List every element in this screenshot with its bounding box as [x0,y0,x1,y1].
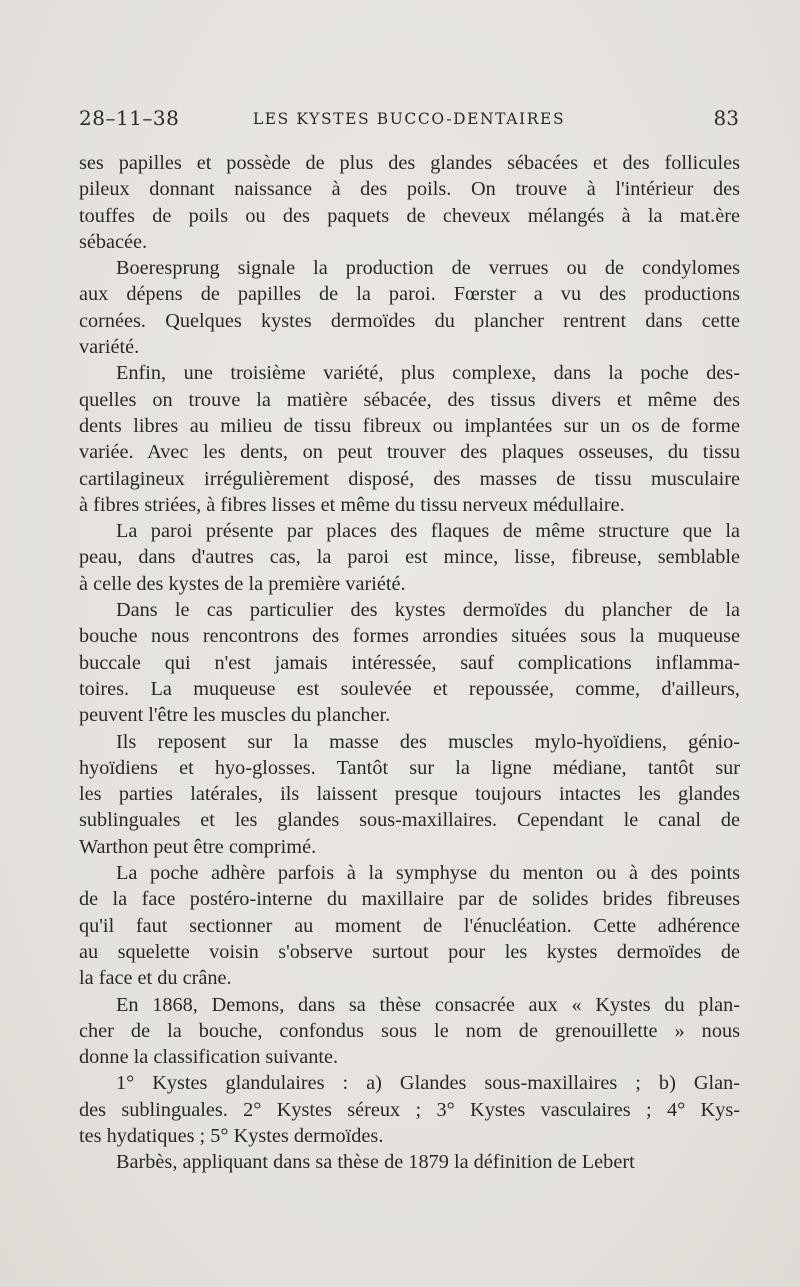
paragraph [79,255,740,360]
text-line: quelles on trouve la matière sébacée, des tissus divers et même des [79,388,740,411]
text-line: La poche adhère parfois à la symphyse du menton ou à des points [116,862,740,885]
text-line: la face et du crâne. [79,967,232,990]
text-line: La paroi présente par places des flaques de même structure que la [116,520,740,543]
text-line: aux dépens de papilles de la paroi. Fœrster a vu des productions [79,283,740,306]
text-line: 1° Kystes glandulaires : a) Glandes sous-maxillaires ; b) Glan- [116,1072,740,1095]
paragraph [79,360,740,518]
paragraph [79,729,740,860]
body-text [79,150,740,1176]
text-line: des sublinguales. 2° Kystes séreux ; 3° Kystes vasculaires ; 4° Kys- [79,1098,740,1121]
text-line: les parties latérales, ils laissent presque toujours intactes les glandes [79,783,740,806]
text-line: cornées. Quelques kystes dermoïdes du plancher rentrent dans cette [79,309,740,332]
text-line: variée. Avec les dents, on peut trouver des plaques osseuses, du tissu [79,441,740,464]
text-line: Warthon peut être comprimé. [79,835,317,858]
text-line: à fibres striées, à fibres lisses et même du tissu nerveux médullaire. [79,493,625,516]
paragraph [79,597,740,728]
text-line: buccale qui n'est jamais intéressée, sauf complications inflamma- [79,651,740,674]
paragraph [79,1149,740,1175]
header-date: 28–11–38 [79,106,180,130]
text-line: Dans le cas particulier des kystes dermoïdes du plancher de la [116,599,740,622]
paragraph [79,992,740,1071]
text-line: Ils reposent sur la masse des muscles mylo-hyoïdiens, génio- [116,730,740,753]
text-line: bouche nous rencontrons des formes arrondies situées sous la muqueuse [79,625,740,648]
text-line: dents libres au milieu de tissu fibreux ou implantées sur un os de forme [79,414,740,437]
running-title: LES KYSTES BUCCO-DENTAIRES [252,110,566,128]
text-line: de la face postéro-interne du maxillaire par de solides brides fibreuses [79,888,740,911]
text-line: Boeresprung signale la production de verrues ou de condylomes [116,257,740,280]
text-line: tes hydatiques ; 5° Kystes dermoïdes. [79,1124,384,1147]
text-line: peau, dans d'autres cas, la paroi est mince, lisse, fibreuse, semblable [79,546,740,569]
text-line: peuvent l'être les muscles du plancher. [79,704,391,727]
paragraph [79,1070,740,1149]
paragraph [79,518,740,597]
text-line: hyoïdiens et hyo-glosses. Tantôt sur la ligne médiane, tantôt sur [79,756,740,779]
text-line: touffes de poils ou des paquets de cheveux mélangés à la mat.ère [79,204,740,227]
text-line: qu'il faut sectionner au moment de l'énucléation. Cette adhérence [79,914,740,937]
page-header [79,106,739,136]
text-line: à celle des kystes de la première variété. [79,572,406,595]
text-line: pileux donnant naissance à des poils. On trouve à l'intérieur des [79,178,740,201]
text-line: donne la classification suivante. [79,1046,339,1069]
text-line: En 1868, Demons, dans sa thèse consacrée aux « Kystes du plan- [116,993,740,1016]
text-line: sublinguales et les glandes sous-maxillaires. Cependant le canal de [79,809,740,832]
text-line: Enfin, une troisième variété, plus complexe, dans la poche des- [116,362,740,385]
text-line: cartilagineux irrégulièrement disposé, des masses de tissu musculaire [79,467,740,490]
text-line: sébacée. [79,230,148,253]
text-line: cher de la bouche, confondus sous le nom de grenouillette » nous [79,1019,740,1042]
paragraph [79,860,740,991]
text-line: variété. [79,336,140,359]
paragraph [79,150,740,255]
text-line: au squelette voisin s'observe surtout pour les kystes dermoïdes de [79,940,740,963]
text-line: toires. La muqueuse est soulevée et repoussée, comme, d'ailleurs, [79,677,740,700]
text-line: Barbès, appliquant dans sa thèse de 1879 la définition de Lebert [116,1151,635,1174]
page-number: 83 [713,106,739,130]
text-line: ses papilles et possède de plus des glandes sébacées et des follicules [79,152,740,174]
